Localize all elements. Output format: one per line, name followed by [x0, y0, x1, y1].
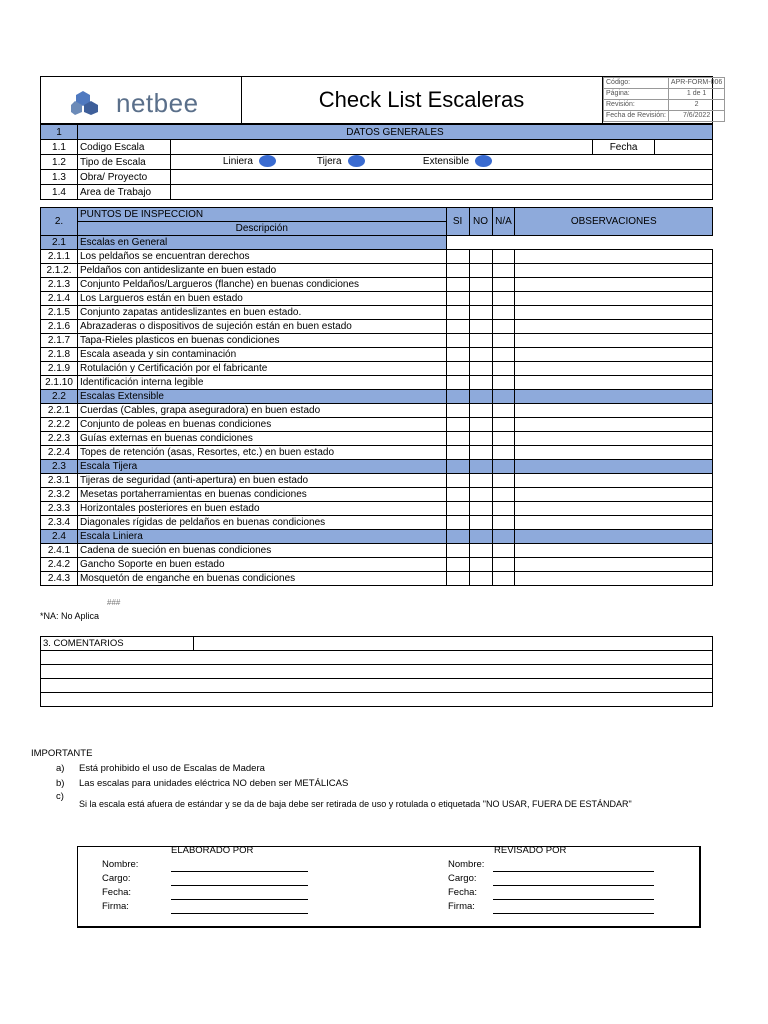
check-no-cell[interactable] [469, 376, 492, 390]
item-number: 2.1.6 [41, 320, 78, 334]
col-observaciones-header: OBSERVACIONES [515, 208, 713, 236]
comments-line[interactable] [41, 651, 713, 665]
observaciones-cell[interactable] [515, 348, 713, 362]
inspection-section-row [41, 530, 713, 544]
item-description: Guías externas en buenas condiciones [77, 432, 446, 446]
table-row [41, 306, 713, 320]
hash-mark: ### [107, 598, 121, 607]
check-si-cell[interactable] [446, 516, 469, 530]
meta-label: Fecha de Revisión: [604, 111, 669, 122]
observaciones-cell[interactable] [515, 572, 713, 586]
check-si-cell[interactable] [446, 362, 469, 376]
sig-label: Firma: [102, 901, 129, 912]
inspection-section-row [41, 236, 713, 250]
check-si-cell[interactable] [446, 502, 469, 516]
check-no-cell[interactable] [469, 432, 492, 446]
table-row [41, 432, 713, 446]
sig-label: Firma: [448, 901, 475, 912]
observaciones-cell[interactable] [515, 320, 713, 334]
col-si-header: SI [446, 208, 469, 236]
description-header: Descripción [77, 222, 446, 236]
observaciones-cell[interactable] [515, 250, 713, 264]
check-si-cell[interactable] [446, 446, 469, 460]
item-number: 2.4.3 [41, 572, 78, 586]
check-na-cell[interactable] [492, 474, 515, 488]
check-no-cell[interactable] [469, 572, 492, 586]
check-na-cell[interactable] [492, 432, 515, 446]
document-meta-table [603, 77, 725, 122]
item-number: 2.1.4 [41, 292, 78, 306]
check-si-cell[interactable] [446, 432, 469, 446]
meta-label: Página: [604, 89, 669, 100]
check-no-cell[interactable] [469, 292, 492, 306]
sig-label: Cargo: [102, 873, 131, 884]
signature-box [77, 846, 701, 928]
item-description: Cuerdas (Cables, grapa aseguradora) en buen estado [77, 404, 446, 418]
check-na-cell[interactable] [492, 250, 515, 264]
item-description: Los Largueros están en buen estado [77, 292, 446, 306]
check-na-cell[interactable] [492, 334, 515, 348]
table-row [41, 250, 713, 264]
section-heading: PUNTOS DE INSPECCION [77, 208, 446, 222]
check-na-cell[interactable] [492, 516, 515, 530]
item-description: Conjunto de poleas en buenas condiciones [77, 418, 446, 432]
check-si-cell[interactable] [446, 474, 469, 488]
item-number: 2.1.8 [41, 348, 78, 362]
section-title: Escala Tijera [77, 460, 446, 474]
document-header [40, 76, 723, 124]
check-no-cell[interactable] [469, 306, 492, 320]
col-na-header: N/A [492, 208, 515, 236]
check-na-cell[interactable] [492, 544, 515, 558]
check-no-cell[interactable] [469, 446, 492, 460]
sig-label: Fecha: [448, 887, 478, 898]
col-no-header: NO [469, 208, 492, 236]
radio-dot-icon[interactable] [475, 155, 492, 167]
observaciones-cell[interactable] [515, 264, 713, 278]
row-number: 1.1 [41, 140, 78, 155]
document-title: Check List Escaleras [241, 77, 603, 123]
elaborado-cargo-line[interactable] [171, 885, 308, 886]
check-no-cell[interactable] [469, 362, 492, 376]
option-tijera[interactable]: Tijera [317, 155, 365, 168]
table-row [41, 544, 713, 558]
check-na-cell[interactable] [492, 446, 515, 460]
section-number: 2.3 [41, 460, 78, 474]
meta-label: Código: [604, 78, 669, 89]
meta-value: APR-FORM-006 [668, 78, 724, 89]
option-liniera[interactable]: Liniera [223, 155, 276, 168]
item-number: 2.2.3 [41, 432, 78, 446]
section-number: 2. [41, 208, 78, 236]
item-description: Topes de retención (asas, Resortes, etc.) en buen estado [77, 446, 446, 460]
observaciones-cell[interactable] [515, 558, 713, 572]
check-na-cell[interactable] [492, 320, 515, 334]
item-number: 2.3.3 [41, 502, 78, 516]
check-si-cell[interactable] [446, 348, 469, 362]
check-no-cell[interactable] [469, 418, 492, 432]
item-number: 2.1.1 [41, 250, 78, 264]
check-na-cell[interactable] [492, 292, 515, 306]
check-no-cell[interactable] [469, 320, 492, 334]
general-data-table [40, 124, 713, 200]
meta-value: 1 de 1 [668, 89, 724, 100]
row-label: Tipo de Escala [77, 155, 170, 170]
item-number: 2.1.3 [41, 278, 78, 292]
table-row [41, 404, 713, 418]
table-row [41, 278, 713, 292]
check-na-cell[interactable] [492, 572, 515, 586]
check-no-cell[interactable] [469, 334, 492, 348]
item-description: Tijeras de seguridad (anti-apertura) en buen estado [77, 474, 446, 488]
item-number: 2.3.1 [41, 474, 78, 488]
check-no-cell[interactable] [469, 516, 492, 530]
check-si-cell[interactable] [446, 488, 469, 502]
meta-value: 7/6/2022 [668, 111, 724, 122]
meta-label: Revisión: [604, 100, 669, 111]
item-description: Peldaños con antideslizante en buen estado [77, 264, 446, 278]
sig-label: Nombre: [448, 859, 485, 870]
check-si-cell[interactable] [446, 320, 469, 334]
elaborado-title: ELABORADO POR [171, 845, 254, 856]
logo-cell [41, 77, 242, 123]
item-number: 2.2.2 [41, 418, 78, 432]
check-no-cell[interactable] [469, 264, 492, 278]
radio-dot-icon[interactable] [348, 155, 365, 167]
table-row [41, 362, 713, 376]
item-number: 2.1.9 [41, 362, 78, 376]
important-mark: b) [56, 778, 65, 789]
item-number: 2.1.10 [41, 376, 78, 390]
table-row [41, 334, 713, 348]
check-si-cell[interactable] [446, 544, 469, 558]
item-description: Mosquetón de enganche en buenas condiciones [77, 572, 446, 586]
check-si-cell[interactable] [446, 558, 469, 572]
section-title: Escala Liniera [77, 530, 446, 544]
table-row [41, 572, 713, 586]
item-description: Rotulación y Certificación por el fabricante [77, 362, 446, 376]
inspection-body [41, 236, 713, 586]
item-description: Abrazaderas o dispositivos de sujeción están en buen estado [77, 320, 446, 334]
row-label: Area de Trabajo [77, 185, 170, 200]
brand-name: netbee [116, 88, 199, 118]
table-row [41, 376, 713, 390]
check-no-cell[interactable] [469, 278, 492, 292]
item-description: Mesetas portaherramientas en buenas condiciones [77, 488, 446, 502]
check-si-cell[interactable] [446, 404, 469, 418]
check-si-cell[interactable] [446, 278, 469, 292]
revisado-title: REVISADO POR [494, 845, 567, 856]
check-na-cell[interactable] [492, 362, 515, 376]
observaciones-cell[interactable] [515, 334, 713, 348]
revisado-fecha-line[interactable] [493, 899, 654, 900]
elaborado-firma-line[interactable] [171, 913, 308, 914]
item-description: Los peldaños se encuentran derechos [77, 250, 446, 264]
check-no-cell[interactable] [469, 502, 492, 516]
item-description: Conjunto zapatas antideslizantes en buen estado. [77, 306, 446, 320]
fecha-label: Fecha [593, 140, 655, 155]
check-na-cell[interactable] [492, 278, 515, 292]
section-heading: DATOS GENERALES [77, 125, 712, 140]
check-no-cell[interactable] [469, 558, 492, 572]
row-label: Obra/ Proyecto [77, 170, 170, 185]
item-description: Horizontales posteriores en buen estado [77, 502, 446, 516]
check-si-cell[interactable] [446, 572, 469, 586]
meta-value: 2 [668, 100, 724, 111]
section-title: Escalas en General [77, 236, 446, 250]
section-number: 1 [41, 125, 78, 140]
item-number: 2.4.1 [41, 544, 78, 558]
item-description: Gancho Soporte en buen estado [77, 558, 446, 572]
row-number: 1.4 [41, 185, 78, 200]
item-number: 2.3.2 [41, 488, 78, 502]
table-row [41, 292, 713, 306]
check-si-cell[interactable] [446, 250, 469, 264]
observaciones-cell[interactable] [515, 306, 713, 320]
comments-line[interactable] [41, 693, 713, 707]
check-si-cell[interactable] [446, 376, 469, 390]
important-text: Está prohibido el uso de Escalas de Madera [79, 763, 265, 774]
revisado-firma-line[interactable] [493, 913, 654, 914]
observaciones-cell[interactable] [515, 362, 713, 376]
check-na-cell[interactable] [492, 488, 515, 502]
item-number: 2.1.7 [41, 334, 78, 348]
observaciones-cell[interactable] [515, 432, 713, 446]
check-si-cell[interactable] [446, 306, 469, 320]
obra-proyecto-field[interactable] [170, 170, 712, 185]
observaciones-cell[interactable] [515, 516, 713, 530]
item-number: 2.1.5 [41, 306, 78, 320]
item-description: Tapa-Rieles plasticos en buenas condiciones [77, 334, 446, 348]
section-number: 2.1 [41, 236, 78, 250]
area-trabajo-field[interactable] [170, 185, 712, 200]
inspection-section-row [41, 390, 713, 404]
observaciones-cell[interactable] [515, 278, 713, 292]
check-na-cell[interactable] [492, 502, 515, 516]
item-description: Identificación interna legible [77, 376, 446, 390]
netbee-logo-icon [71, 89, 113, 115]
elaborado-nombre-line[interactable] [171, 871, 308, 872]
observaciones-cell[interactable] [515, 404, 713, 418]
check-na-cell[interactable] [492, 306, 515, 320]
table-row [41, 348, 713, 362]
section-number: 2.2 [41, 390, 78, 404]
comments-line[interactable] [41, 665, 713, 679]
row-number: 1.2 [41, 155, 78, 170]
radio-dot-icon[interactable] [259, 155, 276, 167]
item-description: Conjunto Peldaños/Largueros (flanche) en buenas condiciones [77, 278, 446, 292]
na-footnote: *NA: No Aplica [40, 611, 100, 621]
observaciones-cell[interactable] [515, 376, 713, 390]
check-na-cell[interactable] [492, 376, 515, 390]
check-si-cell[interactable] [446, 264, 469, 278]
important-text: Si la escala está afuera de estándar y se da de baja debe ser retirada de uso y rotulada o etiquetada "NO USAR, FUERA DE ESTÁNDAR" [79, 799, 632, 809]
elaborado-fecha-line[interactable] [171, 899, 308, 900]
item-description: Escala aseada y sin contaminación [77, 348, 446, 362]
observaciones-cell[interactable] [515, 446, 713, 460]
check-na-cell[interactable] [492, 264, 515, 278]
sig-label: Fecha: [102, 887, 132, 898]
table-row [41, 558, 713, 572]
check-si-cell[interactable] [446, 418, 469, 432]
observaciones-cell[interactable] [515, 544, 713, 558]
item-number: 2.2.1 [41, 404, 78, 418]
observaciones-cell[interactable] [515, 418, 713, 432]
comments-line[interactable] [41, 679, 713, 693]
important-text: Las escalas para unidades eléctrica NO deben ser METÁLICAS [79, 778, 349, 789]
section-number: 2.4 [41, 530, 78, 544]
check-si-cell[interactable] [446, 292, 469, 306]
table-row [41, 502, 713, 516]
check-na-cell[interactable] [492, 348, 515, 362]
revisado-cargo-line[interactable] [493, 885, 654, 886]
check-no-cell[interactable] [469, 348, 492, 362]
check-no-cell[interactable] [469, 250, 492, 264]
inspection-table [40, 207, 713, 586]
check-si-cell[interactable] [446, 334, 469, 348]
check-na-cell[interactable] [492, 558, 515, 572]
comments-table [40, 636, 713, 707]
inspection-section-row [41, 460, 713, 474]
row-label: Codigo Escala [77, 140, 170, 155]
fecha-field[interactable] [655, 140, 713, 155]
check-na-cell[interactable] [492, 418, 515, 432]
observaciones-cell[interactable] [515, 502, 713, 516]
important-heading: IMPORTANTE [31, 748, 93, 759]
check-no-cell[interactable] [469, 488, 492, 502]
check-no-cell[interactable] [469, 404, 492, 418]
table-row [41, 488, 713, 502]
item-number: 2.4.2 [41, 558, 78, 572]
item-description: Diagonales rígidas de peldaños en buenas condiciones [77, 516, 446, 530]
table-row [41, 418, 713, 432]
observaciones-cell[interactable] [515, 292, 713, 306]
check-no-cell[interactable] [469, 474, 492, 488]
comments-heading: 3. COMENTARIOS [41, 637, 194, 651]
table-row [41, 320, 713, 334]
row-number: 1.3 [41, 170, 78, 185]
important-mark: c) [56, 791, 64, 802]
sig-label: Cargo: [448, 873, 477, 884]
check-no-cell[interactable] [469, 544, 492, 558]
section-title: Escalas Extensible [77, 390, 446, 404]
sig-label: Nombre: [102, 859, 139, 870]
check-na-cell[interactable] [492, 404, 515, 418]
table-row [41, 516, 713, 530]
table-row [41, 474, 713, 488]
option-extensible[interactable]: Extensible [423, 155, 492, 168]
table-row [41, 264, 713, 278]
codigo-escala-field[interactable] [170, 140, 592, 155]
item-description: Cadena de sueción en buenas condiciones [77, 544, 446, 558]
item-number: 2.2.4 [41, 446, 78, 460]
comments-field[interactable] [193, 637, 712, 651]
observaciones-cell[interactable] [515, 488, 713, 502]
item-number: 2.1.2. [41, 264, 78, 278]
item-number: 2.3.4 [41, 516, 78, 530]
tipo-escala-options [170, 155, 712, 170]
revisado-nombre-line[interactable] [493, 871, 654, 872]
important-mark: a) [56, 763, 65, 774]
observaciones-cell[interactable] [515, 474, 713, 488]
table-row [41, 446, 713, 460]
